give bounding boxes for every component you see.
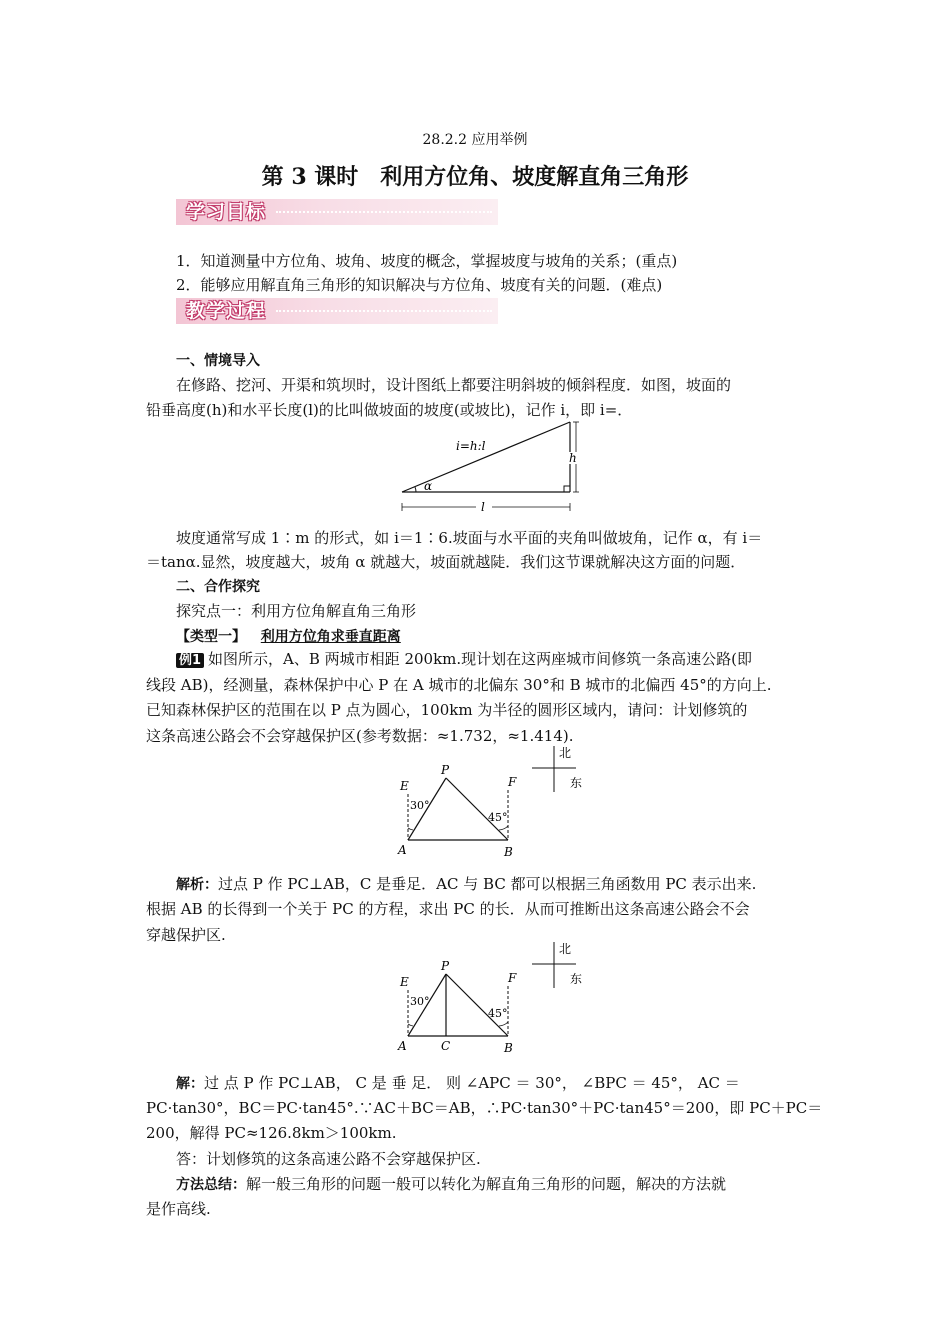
example-line: 线段 AB)，经测量，森林保护中心 P 在 A 城市的北偏东 30°和 B 城市的北偏西 45°的方向上. [146,676,772,694]
process-banner [176,298,498,324]
point-p-label: P [441,763,450,777]
point-p-label: P [441,959,450,973]
point-f-label: F [508,971,517,985]
goal-item: 2．能够应用解直角三角形的知识解决与方位角、坡度有关的问题．(难点) [176,276,663,294]
point-c-label: C [441,1039,451,1053]
summary-line: 是作高线. [146,1200,211,1218]
slope-diagram [396,416,586,516]
length-label: l [481,500,485,514]
solution-text: 过 点 P 作 PC⊥AB， C 是 垂 足． 则 ∠APC ＝ 30°， ∠BPC ＝ 45°， AC ＝ [204,1074,740,1092]
type-line [176,626,808,647]
summary-line [176,1174,808,1195]
summary-label: 方法总结： [176,1177,246,1193]
part2-heading: 二、合作探究 [176,579,260,595]
summary-text: 解一般三角形的问题一般可以转化为解直角三角形的问题，解决的方法就 [246,1175,727,1193]
solution-line [176,1073,808,1094]
solution-label: 解： [176,1076,204,1092]
goals-banner [176,199,498,225]
point-e-label: E [400,779,409,793]
north-label: 北 [559,746,572,760]
point-a-label: A [398,1039,407,1053]
page-title: 第 3 课时 利用方位角、坡度解直角三角形 [261,164,689,190]
east-label: 东 [570,776,583,790]
angle-45-label: 45° [488,1007,508,1020]
example-line: 已知森林保护区的范围在以 P 点为圆心，100km 为半径的圆形区域内，请问：计划修筑的 [146,701,748,719]
explore-point: 探究点一：利用方位角解直角三角形 [176,602,417,620]
triangle-diagram-1 [396,742,596,860]
paragraph-line: ＝tanα.显然，坡度越大，坡角 α 就越大，坡面就越陡．我们这节课就解决这方面的问题． [146,553,746,571]
paragraph-line: 铅垂高度(h)和水平长度(l)的比叫做坡面的坡度(或坡比)，记作 i，即 i=． [146,401,633,419]
paragraph-line: 坡度通常写成 1∶m 的形式，如 i＝1∶6.坡面与水平面的夹角叫做坡角，记作 α，有 i＝ [176,529,763,547]
banner-dots [276,310,492,312]
analysis-text: 过点 P 作 PC⊥AB，C 是垂足．AC 与 BC 都可以根据三角函数用 PC 表示出来. [218,875,757,893]
solution-line: 200，解得 PC≈126.8km＞100km. [146,1124,397,1142]
example-line: 这条高速公路会不会穿越保护区(参考数据：≈1.732，≈1.414). [146,727,574,745]
east-label: 东 [570,972,583,986]
point-a-label: A [398,843,407,857]
example-text: 如图所示，A、B 两城市相距 200km.现计划在这两座城市间修筑一条高速公路(即 [208,650,753,668]
angle-45-label: 45° [488,811,508,824]
analysis-line: 根据 AB 的长得到一个关于 PC 的方程，求出 PC 的长．从而可推断出这条高速公路会不会 [146,900,750,918]
point-b-label: B [504,845,513,859]
banner-dots [276,211,492,213]
solution-line: PC·tan30°，BC＝PC·tan45°.∵AC＋BC＝AB，∴PC·tan30°＋PC·tan45°＝200，即 PC＋PC＝ [146,1099,823,1117]
goal-item: 1．知道测量中方位角、坡角、坡度的概念，掌握坡度与坡角的关系；(重点) [176,252,678,270]
angle-30-label: 30° [410,799,430,812]
slope-ratio-label: i=h:l [456,439,486,453]
analysis-line [176,874,808,895]
angle-30-label: 30° [410,995,430,1008]
point-f-label: F [508,775,517,789]
triangle-diagram-2 [396,938,596,1056]
north-label: 北 [559,942,572,956]
answer-line: 答：计划修筑的这条高速公路不会穿越保护区. [176,1150,481,1168]
type-tag: 【类型一】 [176,629,246,645]
angle-alpha-label: α [424,479,433,493]
section-number: 28.2.2 应用举例 [422,132,528,148]
part1-heading: 一、情境导入 [176,353,260,369]
height-label: h [569,451,577,465]
point-e-label: E [400,975,409,989]
point-b-label: B [504,1041,513,1055]
example-badge: 例1 [176,653,204,668]
type-title: 利用方位角求垂直距离 [260,629,401,645]
paragraph-line: 在修路、挖河、开渠和筑坝时，设计图纸上都要注明斜坡的倾斜程度．如图，坡面的 [176,376,732,394]
analysis-line: 穿越保护区. [146,926,226,944]
process-badge: 教学过程 [186,300,267,322]
example-line [176,649,808,669]
analysis-label: 解析： [176,877,218,893]
goals-badge: 学习目标 [186,201,267,223]
